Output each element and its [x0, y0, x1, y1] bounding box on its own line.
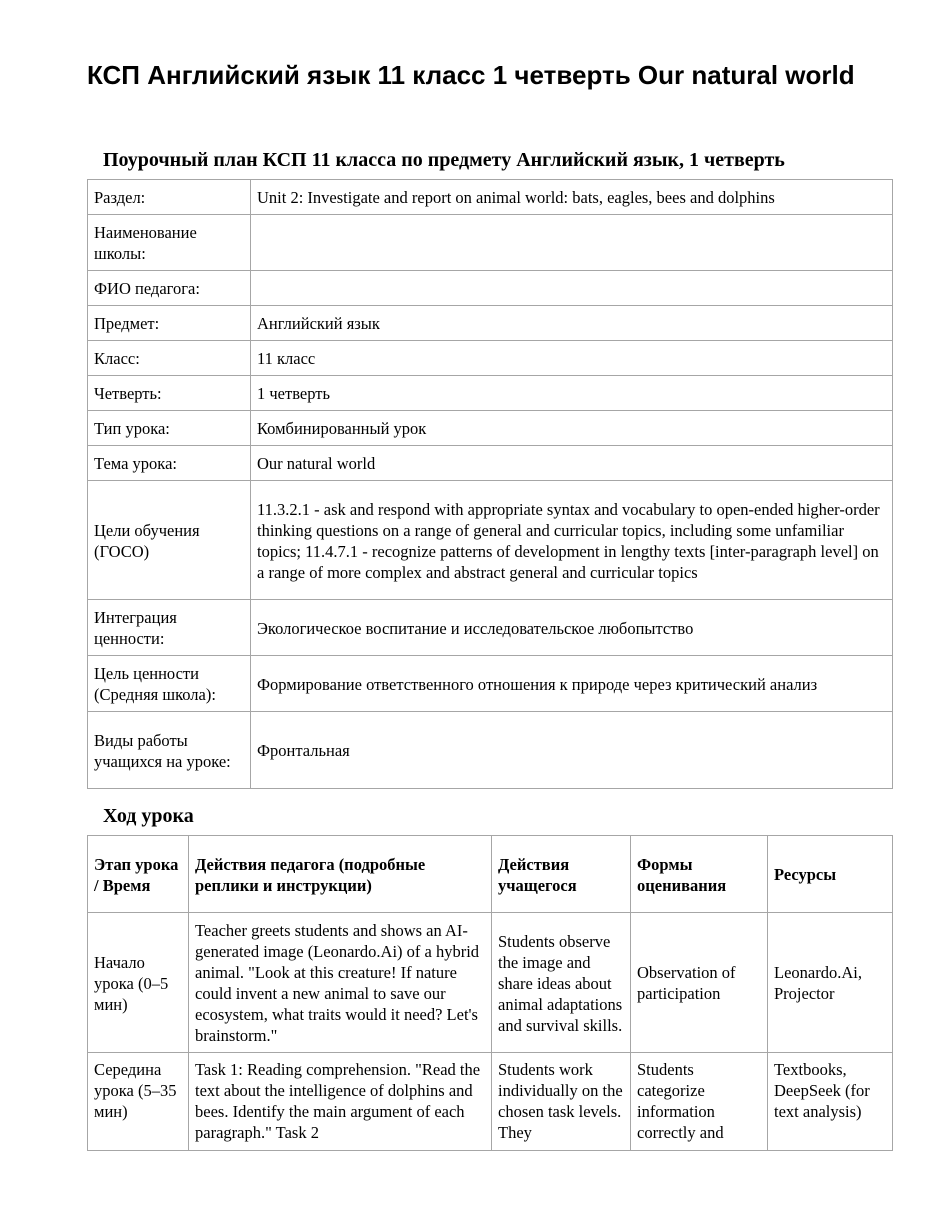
- info-label: Тип урока:: [88, 411, 251, 446]
- lesson-info-table: [87, 179, 893, 789]
- assessment-cell: Observation of participation: [631, 913, 768, 1053]
- info-value: Unit 2: Investigate and report on animal world: bats, eagles, bees and dolphins: [251, 180, 893, 215]
- info-label: Раздел:: [88, 180, 251, 215]
- teacher-actions-cell: Teacher greets students and shows an AI-generated image (Leonardo.Ai) of a hybrid animal. "Look at this creature! If nature could invent a new animal to save our ecosystem, what traits would it need? Let's brainstorm.": [189, 913, 492, 1053]
- lesson-header-row: [88, 836, 893, 913]
- teacher-actions-cell: Task 1: Reading comprehension. "Read the text about the intelligence of dolphins and bees. Identify the main argument of each paragraph." Task 2: [189, 1053, 492, 1151]
- table-row: [88, 913, 893, 1053]
- column-header: Действия учащегося: [492, 836, 631, 913]
- info-label: Виды работы учащихся на уроке:: [88, 712, 251, 789]
- info-row-work-types: [88, 712, 893, 789]
- info-label: Цель ценности (Средняя школа):: [88, 656, 251, 712]
- table-row: [88, 1053, 893, 1151]
- info-value: Формирование ответственного отношения к природе через критический анализ: [251, 656, 893, 712]
- plan-heading: Поурочный план КСП 11 класса по предмету Английский язык, 1 четверть: [103, 149, 785, 171]
- column-header: Ресурсы: [768, 836, 893, 913]
- info-row-topic: [88, 446, 893, 481]
- info-row-lesson-type: [88, 411, 893, 446]
- info-label: Предмет:: [88, 306, 251, 341]
- info-row-objectives: [88, 481, 893, 600]
- document-title: КСП Английский язык 11 класс 1 четверть Our natural world: [87, 60, 855, 90]
- info-label: Цели обучения (ГОСО): [88, 481, 251, 600]
- info-row-school: [88, 215, 893, 271]
- info-label: Класс:: [88, 341, 251, 376]
- info-value: 1 четверть: [251, 376, 893, 411]
- stage-cell: Середина урока (5–35 мин): [88, 1053, 189, 1151]
- column-header: Этап урока / Время: [88, 836, 189, 913]
- resources-cell: Leonardo.Ai, Projector: [768, 913, 893, 1053]
- column-header: Действия педагога (подробные реплики и инструкции): [189, 836, 492, 913]
- info-label: Четверть:: [88, 376, 251, 411]
- info-row-subject: [88, 306, 893, 341]
- column-header: Формы оценивания: [631, 836, 768, 913]
- info-label: Тема урока:: [88, 446, 251, 481]
- student-actions-cell: Students observe the image and share ideas about animal adaptations and survival skills.: [492, 913, 631, 1053]
- info-value: Фронтальная: [251, 712, 893, 789]
- info-label: Интеграция ценности:: [88, 600, 251, 656]
- info-row-values: [88, 600, 893, 656]
- info-value: 11.3.2.1 - ask and respond with appropriate syntax and vocabulary to open-ended higher-order thinking questions on a range of general and curricular topics, including some unfamiliar topics; 11.4.7.1 - recognize patterns of development in lengthy texts [inter-paragraph level] on a range of more complex and abstract general and curricular topics: [251, 481, 893, 600]
- info-row-teacher: [88, 271, 893, 306]
- info-label: ФИО педагога:: [88, 271, 251, 306]
- info-value: Экологическое воспитание и исследовательское любопытство: [251, 600, 893, 656]
- info-value: 11 класс: [251, 341, 893, 376]
- resources-cell: Textbooks, DeepSeek (for text analysis): [768, 1053, 893, 1151]
- lesson-flow-table: [87, 835, 893, 1151]
- assessment-cell: Students categorize information correctly and: [631, 1053, 768, 1151]
- info-row-value-goal: [88, 656, 893, 712]
- info-row-section: [88, 180, 893, 215]
- info-value: Комбинированный урок: [251, 411, 893, 446]
- info-value: Английский язык: [251, 306, 893, 341]
- info-value: Our natural world: [251, 446, 893, 481]
- lesson-heading: Ход урока: [103, 805, 194, 827]
- info-value: [251, 271, 893, 306]
- student-actions-cell: Students work individually on the chosen task levels. They: [492, 1053, 631, 1151]
- info-row-quarter: [88, 376, 893, 411]
- info-row-grade: [88, 341, 893, 376]
- info-label: Наименование школы:: [88, 215, 251, 271]
- stage-cell: Начало урока (0–5 мин): [88, 913, 189, 1053]
- info-value: [251, 215, 893, 271]
